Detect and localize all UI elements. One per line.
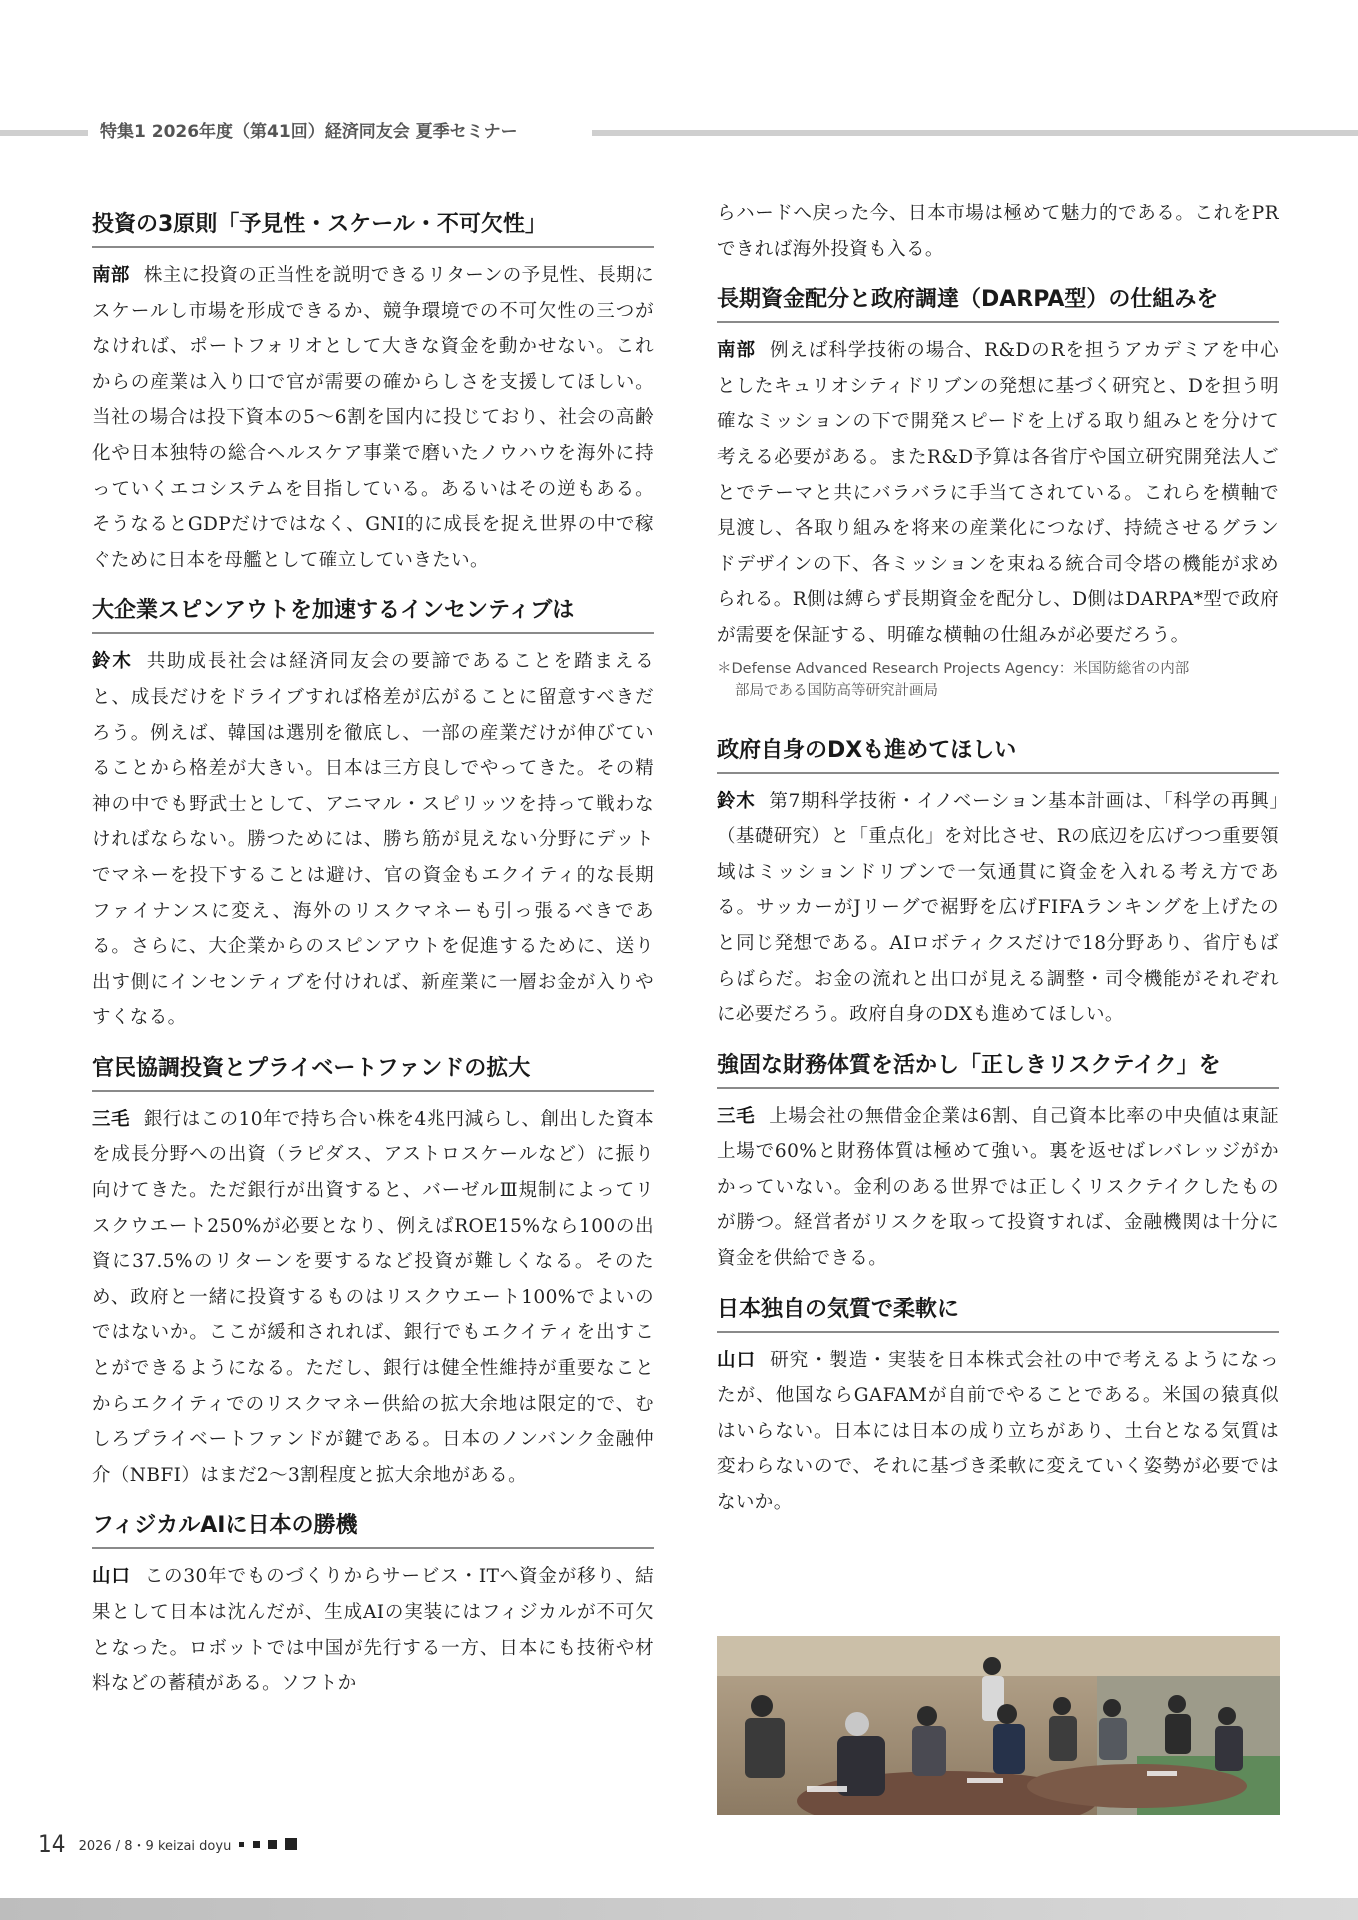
section-heading: 長期資金配分と政府調達（DARPA型）の仕組みを [717,285,1279,323]
decorative-square-icon [239,1842,244,1847]
header-title: 特集1 2026年度（第41回）経済同友会 夏季セミナー [100,122,518,142]
section-japanese-temperament [717,1295,1279,1521]
body-text: 例えば科学技術の場合、R&DのRを担うアカデミアを中心としたキュリオシティドリブンの発想に基づく研究と、Dを担う明確なミッションの下で開発スピードを上げる取り組みとを分けて考える必要がある。またR&D予算は各省庁や国立研究開発法人ごとでテーマと共にバラバラに手当てされている。これらを横軸で見渡し、各取り組みを将来の産業化につなげ、持続させるグランドデザインの下、各ミッションを束ねる統合司令塔の機能が求められる。R側は縛らず長期資金を配分し、D側はDARPA*型で政府が需要を保証する、明確な横軸の仕組みが必要だろう。 [717,340,1279,646]
section-investment-principles [92,210,654,578]
speaker-name: 鈴木 [92,651,133,673]
body-text: 共助成長社会は経済同友会の要諦であることを踏まえると、成長だけをドライブすれば格差が広がることに留意すべきだろう。例えば、韓国は選別を徹底し、一部の産業だけが伸びていることから格差が大きい。日本は三方良しでやってきた。その精神の中でも野武士として、アニマル・スピリッツを持って戦わなければならない。勝つためには、勝ち筋が見えない分野にデットでマネーを投下することは避け、官の資金もエクイティ的な長期ファイナンスに変え、海外のリスクマネーも引っ張るべきである。さらに、大企業からのスピンアウトを促進するために、送り出す側にインセンティブを付ければ、新産業に一層お金が入りやすくなる。 [92,651,654,1029]
left-column [92,210,654,1720]
footnote [717,658,1279,702]
seminar-photo-illustration [717,1636,1280,1815]
body-text: 研究・製造・実装を日本株式会社の中で考えるようになったが、他国ならGAFAMが自前でやることである。米国の猿真似はいらない。日本には日本の成り立ちがあり、土台となる気質は変わらないので、それに基づき柔軟に変えていく姿勢が必要ではないか。 [717,1349,1279,1514]
section-body [92,1102,654,1494]
section-heading: フィジカルAIに日本の勝機 [92,1511,654,1549]
section-heading: 政府自身のDXも進めてほしい [717,736,1279,774]
section-body [717,1099,1279,1277]
section-heading: 大企業スピンアウトを加速するインセンティブは [92,596,654,634]
decorative-square-icon [285,1838,297,1850]
speaker-name: 三毛 [92,1108,130,1130]
bottom-band [0,1898,1358,1920]
section-body [717,333,1279,653]
section-body [717,1343,1279,1521]
continued-text: らハードへ戻った今、日本市場は極めて魅力的である。これをPRできれば海外投資も入る。 [717,203,1279,260]
section-public-private-investment [92,1054,654,1494]
body-text: この30年でものづくりからサービス・ITへ資金が移り、結果として日本は沈んだが、生成AIの実装にはフィジカルが不可欠となった。ロボットでは中国が先行する一方、日本にも技術や材料などの蓄積がある。ソフトか [92,1566,655,1695]
body-text: 第7期科学技術・イノベーション基本計画は、「科学の再興」（基礎研究）と「重点化」を対比させ、Rの底辺を広げつつ重要領域はミッションドリブンで一気通貫に資金を入れる考え方である。サッカーがJリーグで裾野を広げFIFAランキングを上げたのと同じ発想である。AIロボティクスだけで18分野あり、省庁もばらばらだ。お金の流れと出口が見える調整・司令機能がそれぞれに必要だろう。政府自身のDXも進めてほしい。 [717,790,1279,1026]
right-column [717,196,1279,1539]
section-risk-taking [717,1051,1279,1277]
page-header [0,122,1358,142]
decorative-square-icon [268,1840,277,1849]
section-heading: 投資の3原則「予見性・スケール・不可欠性」 [92,210,654,248]
speaker-name: 三毛 [717,1105,756,1127]
header-rule-left [0,130,88,136]
body-text: 銀行はこの10年で持ち合い株を4兆円減らし、創出した資本を成長分野への出資（ラピダス、アストロスケールなど）に振り向けてきた。ただ銀行が出資すると、バーゼルⅢ規制によってリスクウエート250%が必要となり、例えばROE15%なら100の出資に37.5%のリターンを要するなど投資が難しくなる。そのため、政府と一緒に投資するものはリスクウエート100%でよいのではないか。ここが緩和されれば、銀行でもエクイティを出すことができるようになる。ただし、銀行は健全性維持が重要なことからエクイティでのリスクマネー供給の拡大余地は限定的で、むしろプライベートファンドが鍵である。日本のノンバンク金融仲介（NBFI）はまだ2～3割程度と拡大余地がある。 [92,1108,654,1486]
speaker-name: 南部 [717,340,756,362]
footnote-line: 部局である国防高等研究計画局 [735,682,938,699]
section-body [92,1559,654,1701]
section-body [92,258,654,578]
section-heading: 官民協調投資とプライベートファンドの拡大 [92,1054,654,1092]
header-rule-right [592,130,1358,136]
section-darpa [717,285,1279,701]
section-body [717,784,1279,1033]
section-government-dx [717,736,1279,1033]
page-number: 14 [38,1830,66,1858]
decorative-square-icon [253,1841,260,1848]
speaker-name: 山口 [717,1349,757,1371]
body-text: 上場会社の無借金企業は6割、自己資本比率の中央値は東証上場で60%と財務体質は極めて強い。裏を返せばレバレッジがかかっていない。金利のある世界では正しくリスクテイクしたものが勝つ。経営者がリスクを取って投資すれば、金融機関は十分に資金を供給できる。 [717,1105,1279,1270]
speaker-name: 山口 [92,1566,131,1588]
body-text: 株主に投資の正当性を説明できるリターンの予見性、長期にスケールし市場を形成できるか、競争環境での不可欠性の三つがなければ、ポートフォリオとして大きな資金を動かせない。これからの産業は入り口で官が需要の確からしさを支援してほしい。当社の場合は投下資本の5～6割を国内に投じており、社会の高齢化や日本独特の総合ヘルスケア事業で磨いたノウハウを海外に持っていくエコシステムを目指している。あるいはその逆もある。そうなるとGDPだけではなく、GNI的に成長を捉え世界の中で稼ぐために日本を母艦として確立していきたい。 [92,265,654,571]
speaker-name: 南部 [92,265,130,286]
page-footer [38,1830,297,1860]
section-body [92,644,654,1036]
footnote-line: ＊Defense Advanced Research Projects Agency：米国防総省の内部 [717,660,1190,677]
issue-label: 2026 / 8・9 keizai doyu [78,1838,232,1854]
speaker-name: 鈴木 [717,790,756,812]
section-heading: 強固な財務体質を活かし「正しきリスクテイク」を [717,1051,1279,1089]
section-heading: 日本独自の気質で柔軟に [717,1295,1279,1333]
section-spinout-incentive [92,596,654,1036]
section-physical-ai [92,1511,654,1701]
seminar-photo [717,1636,1280,1815]
